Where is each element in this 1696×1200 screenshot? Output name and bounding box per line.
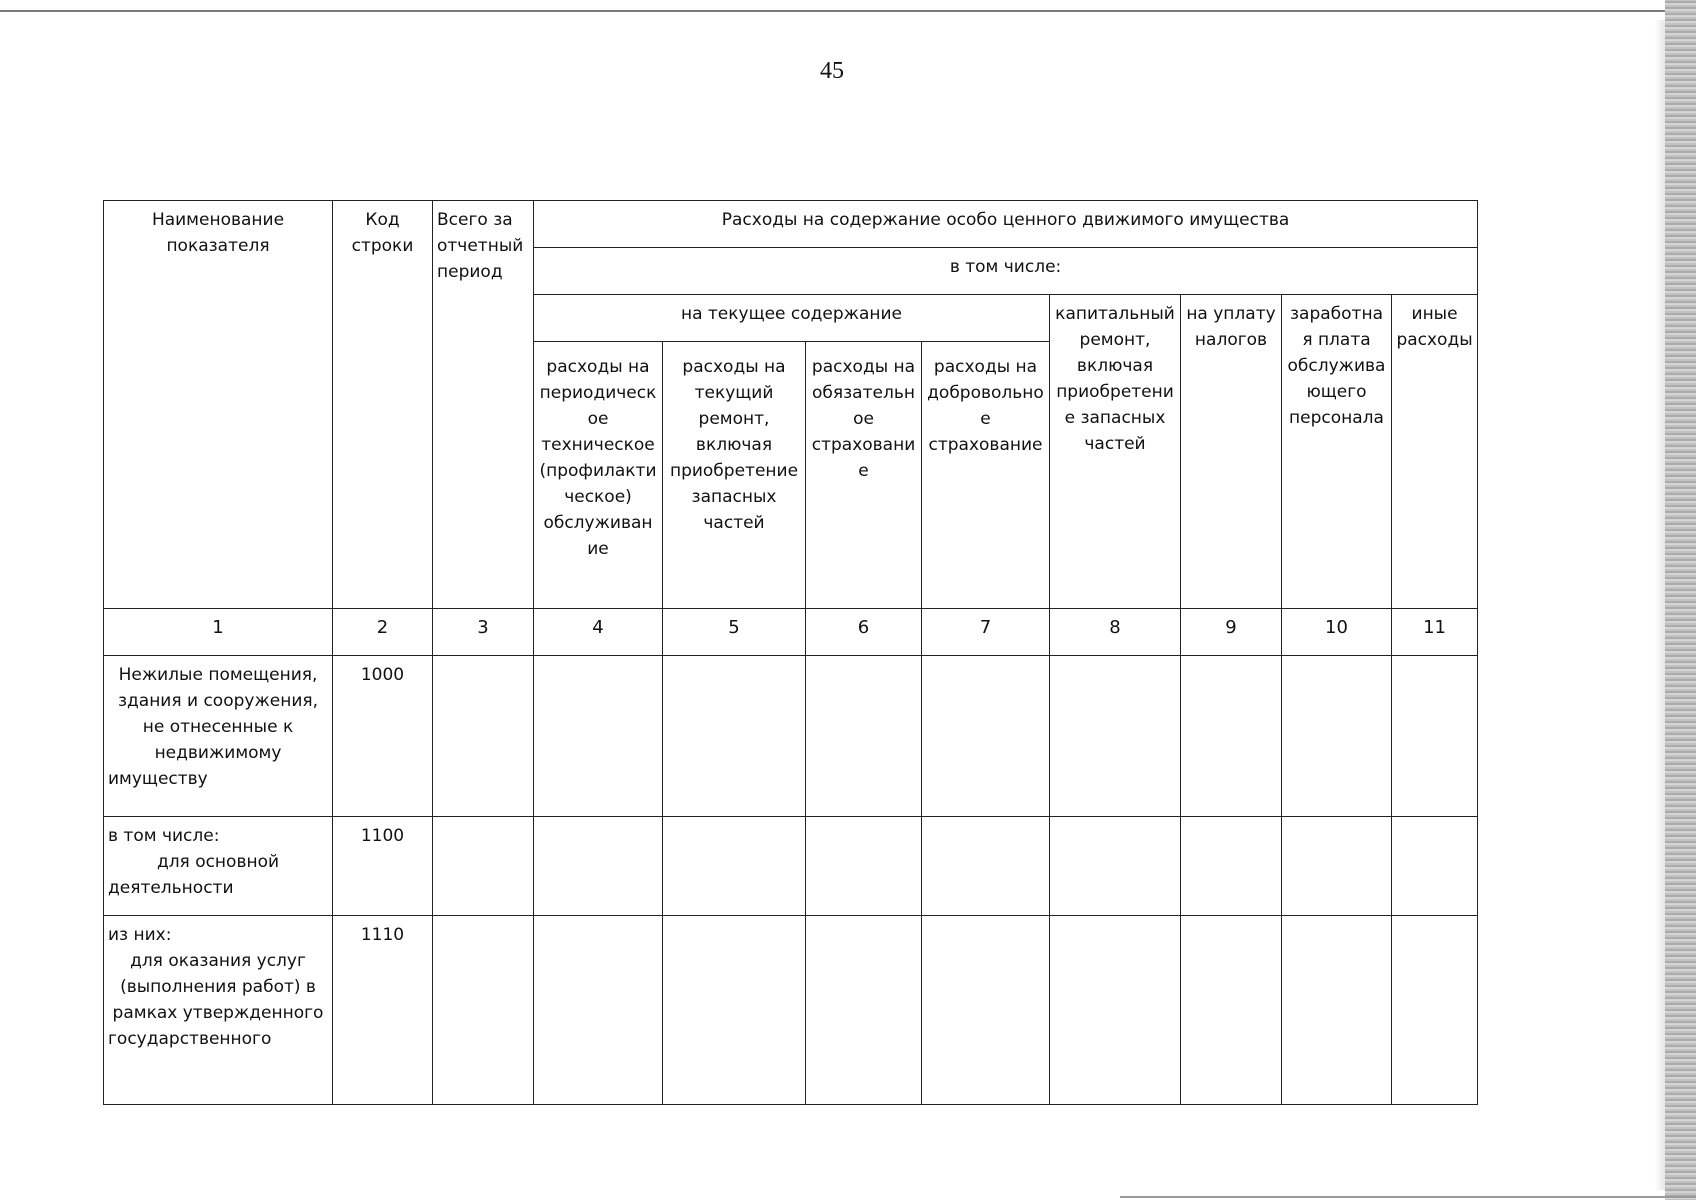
row-indicator-name	[104, 916, 333, 1105]
header-capital-repair: капитальный ремонт, включая приобретение запасных частей	[1050, 295, 1181, 609]
table-row	[104, 916, 1478, 1105]
header-periodic-maintenance: расходы на периодическое техническое (профилактическое) обслуживание	[534, 342, 663, 609]
column-number: 7	[922, 609, 1050, 656]
cell-periodic-maintenance	[534, 656, 663, 817]
scan-binding-edge	[1665, 0, 1696, 1200]
row-name-line: в том числе:	[108, 826, 220, 846]
cell-salary	[1282, 916, 1392, 1105]
row-name-line: для основной деятельности	[108, 852, 280, 898]
column-number: 4	[534, 609, 663, 656]
row-indicator-name	[104, 817, 333, 916]
table-row	[104, 656, 1478, 817]
header-other: иные расходы	[1392, 295, 1478, 609]
row-indicator-name	[104, 656, 333, 817]
column-number: 6	[806, 609, 922, 656]
cell-total	[433, 916, 534, 1105]
cell-total	[433, 817, 534, 916]
table-row	[104, 817, 1478, 916]
header-indicator-name: Наименование показателя	[104, 201, 333, 609]
header-total-period: Всего за отчетный период	[433, 201, 534, 609]
scan-top-edge	[0, 10, 1696, 12]
header-group-current: на текущее содержание	[534, 295, 1050, 342]
cell-mandatory-insurance	[806, 817, 922, 916]
header-mandatory-insurance: расходы на обязательное страхование	[806, 342, 922, 609]
row-name-line: для оказания услуг (выполнения работ) в рамках утвержденного государственного	[108, 951, 324, 1049]
row-code: 1110	[333, 916, 433, 1105]
cell-voluntary-insurance	[922, 916, 1050, 1105]
column-number: 8	[1050, 609, 1181, 656]
column-number: 5	[663, 609, 806, 656]
column-number-row	[104, 609, 1478, 656]
header-row-code: Код строки	[333, 201, 433, 609]
header-salary: заработная плата обслуживающего персонала	[1282, 295, 1392, 609]
column-number: 9	[1181, 609, 1282, 656]
header-group-main: Расходы на содержание особо ценного движимого имущества	[534, 201, 1478, 248]
cell-current-repair	[663, 916, 806, 1105]
cell-capital-repair	[1050, 656, 1181, 817]
cell-salary	[1282, 656, 1392, 817]
cell-taxes	[1181, 656, 1282, 817]
header-current-repair: расходы на текущий ремонт, включая приобретение запасных частей	[663, 342, 806, 609]
cell-salary	[1282, 817, 1392, 916]
cell-mandatory-insurance	[806, 656, 922, 817]
scan-bottom-edge	[1120, 1196, 1696, 1198]
cell-current-repair	[663, 656, 806, 817]
cell-other	[1392, 817, 1478, 916]
cell-voluntary-insurance	[922, 656, 1050, 817]
cell-current-repair	[663, 817, 806, 916]
column-number: 1	[104, 609, 333, 656]
cell-taxes	[1181, 916, 1282, 1105]
row-name-line: Нежилые помещения, здания и сооружения, не отнесенные к недвижимому имуществу	[108, 665, 319, 789]
cell-total	[433, 656, 534, 817]
header-group-including: в том числе:	[534, 248, 1478, 295]
header-taxes: на уплату налогов	[1181, 295, 1282, 609]
row-name-line: из них:	[108, 925, 172, 945]
cell-periodic-maintenance	[534, 817, 663, 916]
page-number: 45	[820, 58, 844, 84]
header-voluntary-insurance: расходы на добровольное страхование	[922, 342, 1050, 609]
cell-capital-repair	[1050, 817, 1181, 916]
cell-other	[1392, 916, 1478, 1105]
column-number: 3	[433, 609, 534, 656]
cell-periodic-maintenance	[534, 916, 663, 1105]
cell-voluntary-insurance	[922, 817, 1050, 916]
row-code: 1100	[333, 817, 433, 916]
column-number: 10	[1282, 609, 1392, 656]
column-number: 2	[333, 609, 433, 656]
cell-capital-repair	[1050, 916, 1181, 1105]
row-code: 1000	[333, 656, 433, 817]
cell-taxes	[1181, 817, 1282, 916]
column-number: 11	[1392, 609, 1478, 656]
scan-page-shadow	[1655, 20, 1665, 1190]
cell-mandatory-insurance	[806, 916, 922, 1105]
cell-other	[1392, 656, 1478, 817]
expenses-table	[103, 200, 1478, 1105]
